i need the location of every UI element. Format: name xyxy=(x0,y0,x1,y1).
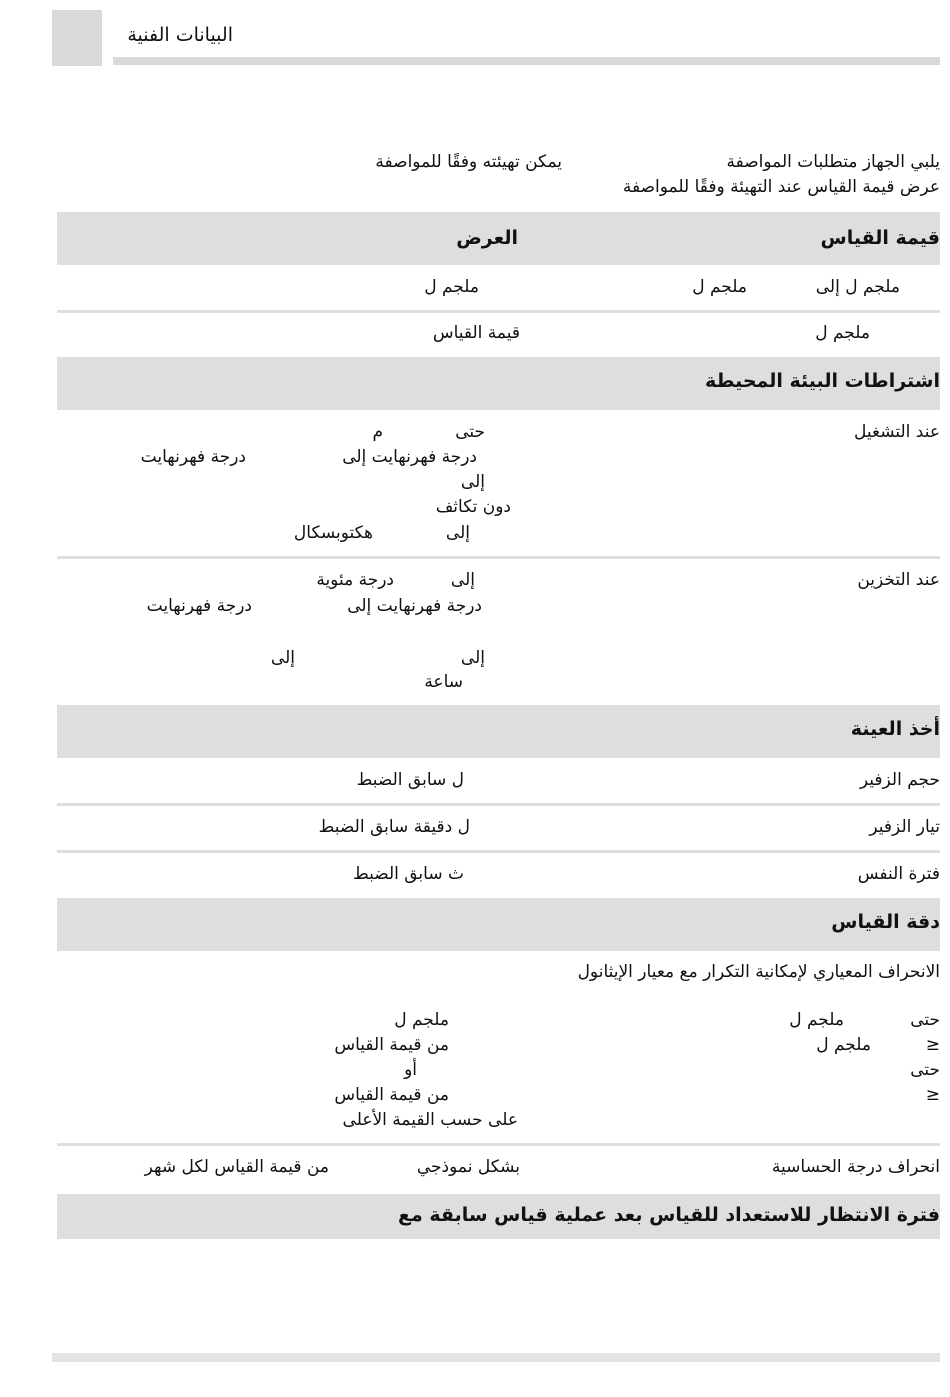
accuracy-header-band xyxy=(57,898,940,951)
waiting-title: فترة الانتظار للاستعداد للقياس بعد عملية قياس سابقة مع xyxy=(398,1204,940,1226)
operation-fahrenheit: درجة فهرنهايت xyxy=(140,447,246,467)
row-separator xyxy=(57,310,940,313)
accuracy-right-until-1: حتى xyxy=(910,1010,940,1030)
operation-no-condensation: دون تكاثف xyxy=(435,497,511,517)
accuracy-right-leq-2: ≤ xyxy=(925,1085,940,1105)
exhale-flow-value: ل دقيقة سابق الضبط xyxy=(318,817,470,837)
storage-range-to-a: إلى xyxy=(460,648,485,668)
exhale-flow-label: تيار الزفير xyxy=(869,817,940,837)
sensitivity-drift-per-month: من قيمة القياس لكل شهر xyxy=(144,1157,329,1177)
row-separator xyxy=(57,850,940,853)
environment-title: اشتراطات البيئة المحيطة xyxy=(705,370,940,392)
sensitivity-drift-typical: بشكل نموذجي xyxy=(416,1157,520,1177)
sensitivity-drift-label: انحراف درجة الحساسية xyxy=(771,1157,940,1177)
row-separator xyxy=(57,1143,940,1146)
accuracy-right-unit-1: ملجم ل xyxy=(789,1010,844,1030)
storage-celsius: درجة مئوية xyxy=(316,570,394,590)
sampling-title: أخذ العينة xyxy=(850,718,940,740)
breath-period-label: فترة النفس xyxy=(857,864,940,884)
storage-label: عند التخزين xyxy=(857,570,940,590)
operation-label: عند التشغيل xyxy=(853,422,940,442)
display-range: ملجم ل xyxy=(424,277,479,297)
accuracy-mid-or: أو xyxy=(404,1060,417,1080)
intro-line1-left: يمكن تهيئته وفقًا للمواصفة xyxy=(375,152,562,172)
operation-humidity-to: إلى xyxy=(460,472,485,492)
page-title: البيانات الفنية xyxy=(127,24,233,46)
accuracy-right-until-2: حتى xyxy=(910,1060,940,1080)
accuracy-right-leq-1: ≤ xyxy=(925,1035,940,1055)
display-value: قيمة القياس xyxy=(432,323,520,343)
storage-range-to-b: إلى xyxy=(270,648,295,668)
storage-hours: ساعة xyxy=(424,672,463,692)
accuracy-subtitle: الانحراف المعياري لإمكانية التكرار مع معيار الإيثانول xyxy=(577,962,940,982)
operation-hectopascal: هكتوبسكال xyxy=(293,523,373,543)
storage-celsius-to: إلى xyxy=(450,570,475,590)
header-rule xyxy=(113,57,940,65)
row-separator xyxy=(57,803,940,806)
measurement-range-to: ملجم ل xyxy=(692,277,747,297)
measurement-range-from: ملجم ل إلى xyxy=(815,277,900,297)
storage-fahrenheit: درجة فهرنهايت xyxy=(146,596,252,616)
accuracy-mid-of-value-1: من قيمة القياس xyxy=(334,1035,449,1055)
accuracy-mid-of-value-2: من قيمة القياس xyxy=(334,1085,449,1105)
footer-rule xyxy=(52,1353,940,1362)
operation-pressure-to: إلى xyxy=(445,523,470,543)
accuracy-right-unit-2: ملجم ل xyxy=(816,1035,871,1055)
row-separator xyxy=(57,556,940,559)
exhale-volume-label: حجم الزفير xyxy=(859,770,940,790)
storage-fahrenheit-to: درجة فهرنهايت إلى xyxy=(347,596,482,616)
sampling-header-band xyxy=(57,705,940,758)
accuracy-mid-whichever-higher: على حسب القيمة الأعلى xyxy=(342,1110,518,1130)
intro-line2: عرض قيمة القياس عند التهيئة وفقًا للمواصفة xyxy=(622,177,940,197)
accuracy-mid-unit: ملجم ل xyxy=(394,1010,449,1030)
breath-period-value: ث سابق الضبط xyxy=(352,864,464,884)
exhale-volume-value: ل سابق الضبط xyxy=(356,770,464,790)
measurement-unit: ملجم ل xyxy=(815,323,870,343)
measurement-title: قيمة القياس xyxy=(820,227,940,249)
accuracy-title: دقة القياس xyxy=(831,911,940,933)
operation-until: حتى xyxy=(455,422,485,442)
display-title: العرض xyxy=(456,227,518,249)
operation-celsius-unit: م xyxy=(372,422,383,442)
intro-line1-right: يلبي الجهاز متطلبات المواصفة xyxy=(726,152,940,172)
header-tab-box xyxy=(52,10,102,66)
operation-fahrenheit-to: درجة فهرنهايت إلى xyxy=(342,447,477,467)
